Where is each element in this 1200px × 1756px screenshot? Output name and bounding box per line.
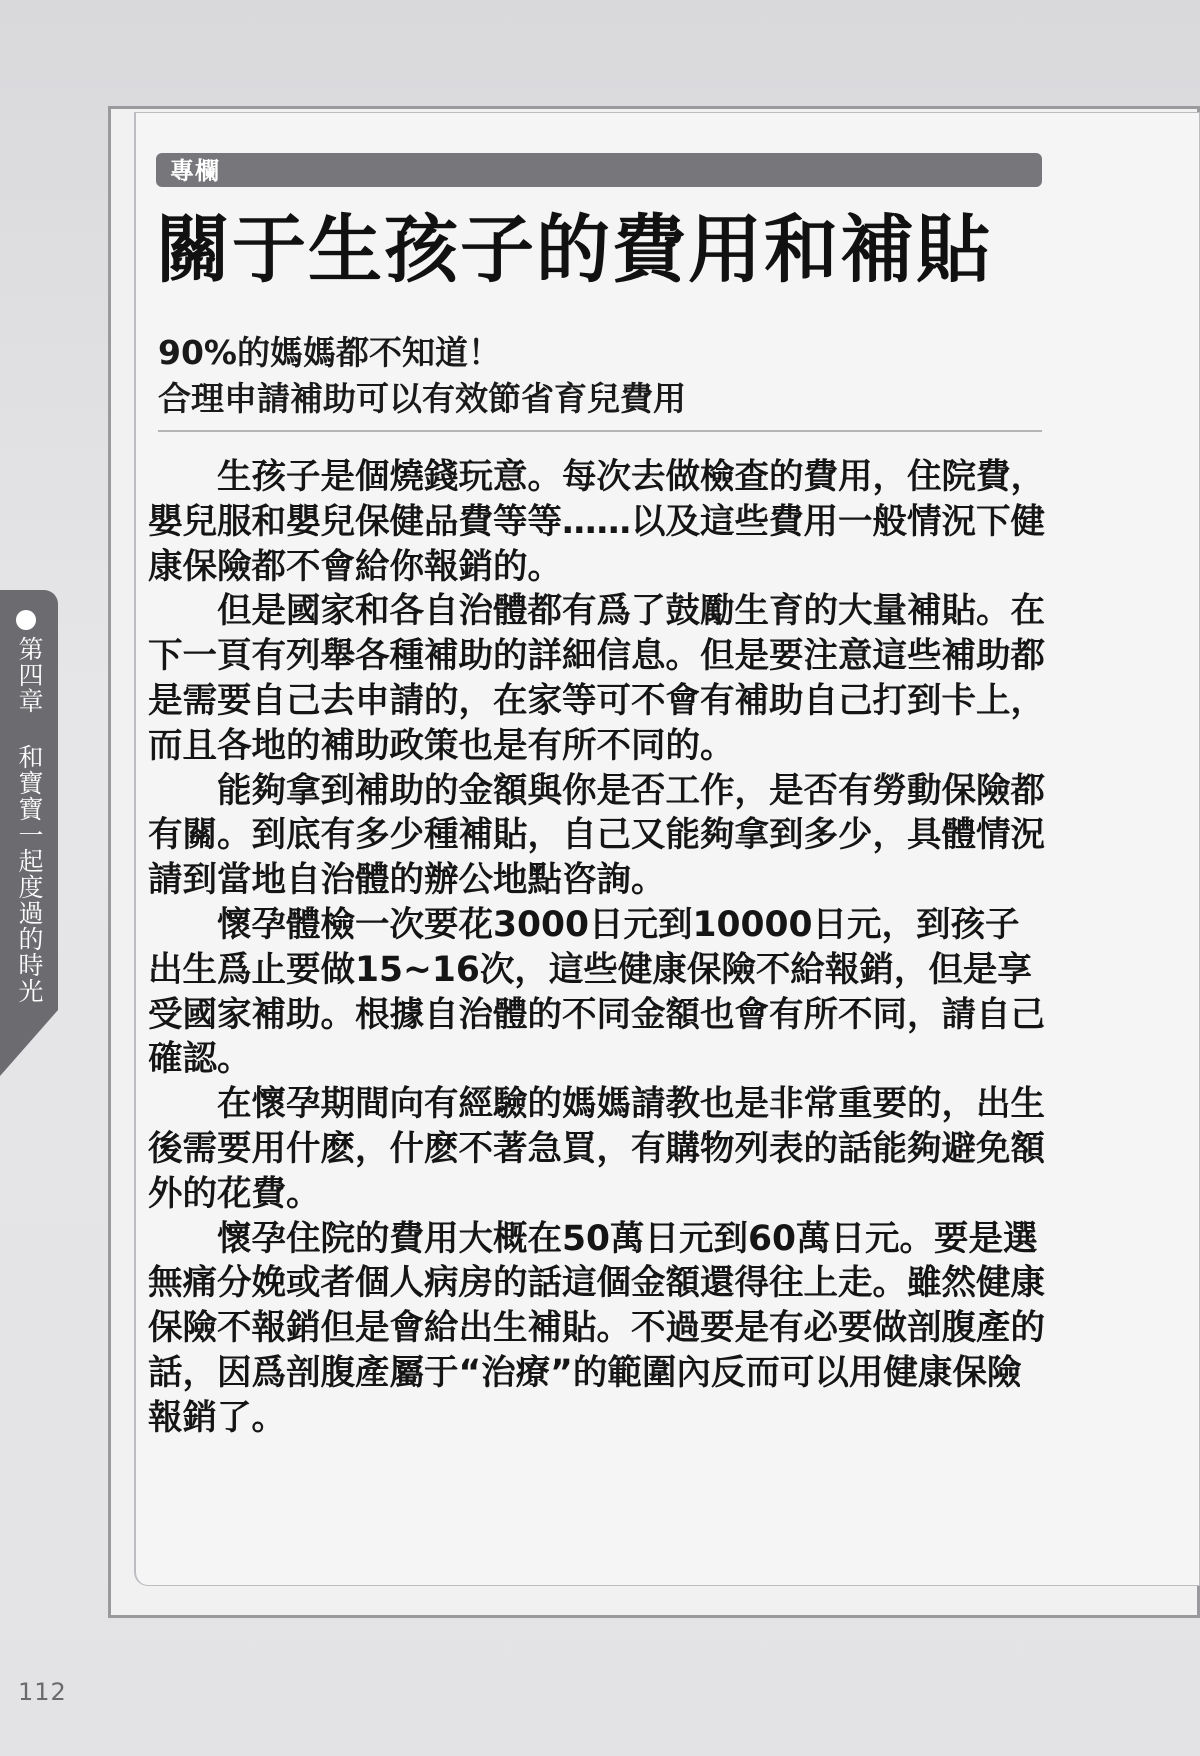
page-number: 112 (18, 1678, 67, 1706)
column-label-bar (156, 153, 1042, 187)
chapter-side-tab-tail (0, 1010, 58, 1076)
article-body (148, 455, 1048, 1441)
body-paragraph: 但是國家和各自治體都有爲了鼓勵生育的大量補貼。在下一頁有列舉各種補助的詳細信息。但是要注意這些補助都是需要自己去申請的，在家等可不會有補助自己打到卡上，而且各地的補助政策也是有所不同的。 (148, 591, 1045, 766)
body-paragraph: 懷孕住院的費用大概在50萬日元到60萬日元。要是選無痛分娩或者個人病房的話這個金額還得往上走。雖然健康保險不報銷但是會給出生補貼。不過要是有必要做剖腹產的話，因爲剖腹產屬于“治療”的範圍內反而可以用健康保險報銷了。 (148, 1218, 1045, 1438)
bullet-dot-icon (16, 610, 36, 630)
body-paragraph: 懷孕體檢一次要花3000日元到10000日元，到孩子出生爲止要做15~16次，這些健康保險不給報銷，但是享受國家補助。根據自治體的不同金額也會有所不同，請自己確認。 (148, 904, 1045, 1080)
chapter-side-label: 第四章 和寶寶一起度過的時光 (15, 636, 44, 1004)
article-subtitle (158, 330, 1038, 422)
column-label: 專欄 (170, 157, 220, 185)
body-paragraph: 在懷孕期間向有經驗的媽媽請教也是非常重要的，出生後需要用什麽，什麽不著急買，有購物列表的話能夠避免額外的花費。 (148, 1084, 1045, 1214)
body-paragraph: 能夠拿到補助的金額與你是否工作，是否有勞動保險都有關。到底有多少種補貼，自己又能夠拿到多少，具體情況請到當地自治體的辦公地點咨詢。 (148, 770, 1045, 901)
subtitle-line-2: 合理申請補助可以有效節省育兒費用 (158, 379, 686, 418)
article-title: 關于生孩子的費用和補貼 (156, 207, 992, 293)
subtitle-divider (158, 430, 1042, 432)
body-paragraph: 生孩子是個燒錢玩意。每次去做檢查的費用，住院費，嬰兒服和嬰兒保健品費等等……以及這些費用一般情況下健康保險都不會給你報銷的。 (148, 457, 1045, 587)
subtitle-line-1: 90%的媽媽都不知道！ (158, 333, 501, 372)
